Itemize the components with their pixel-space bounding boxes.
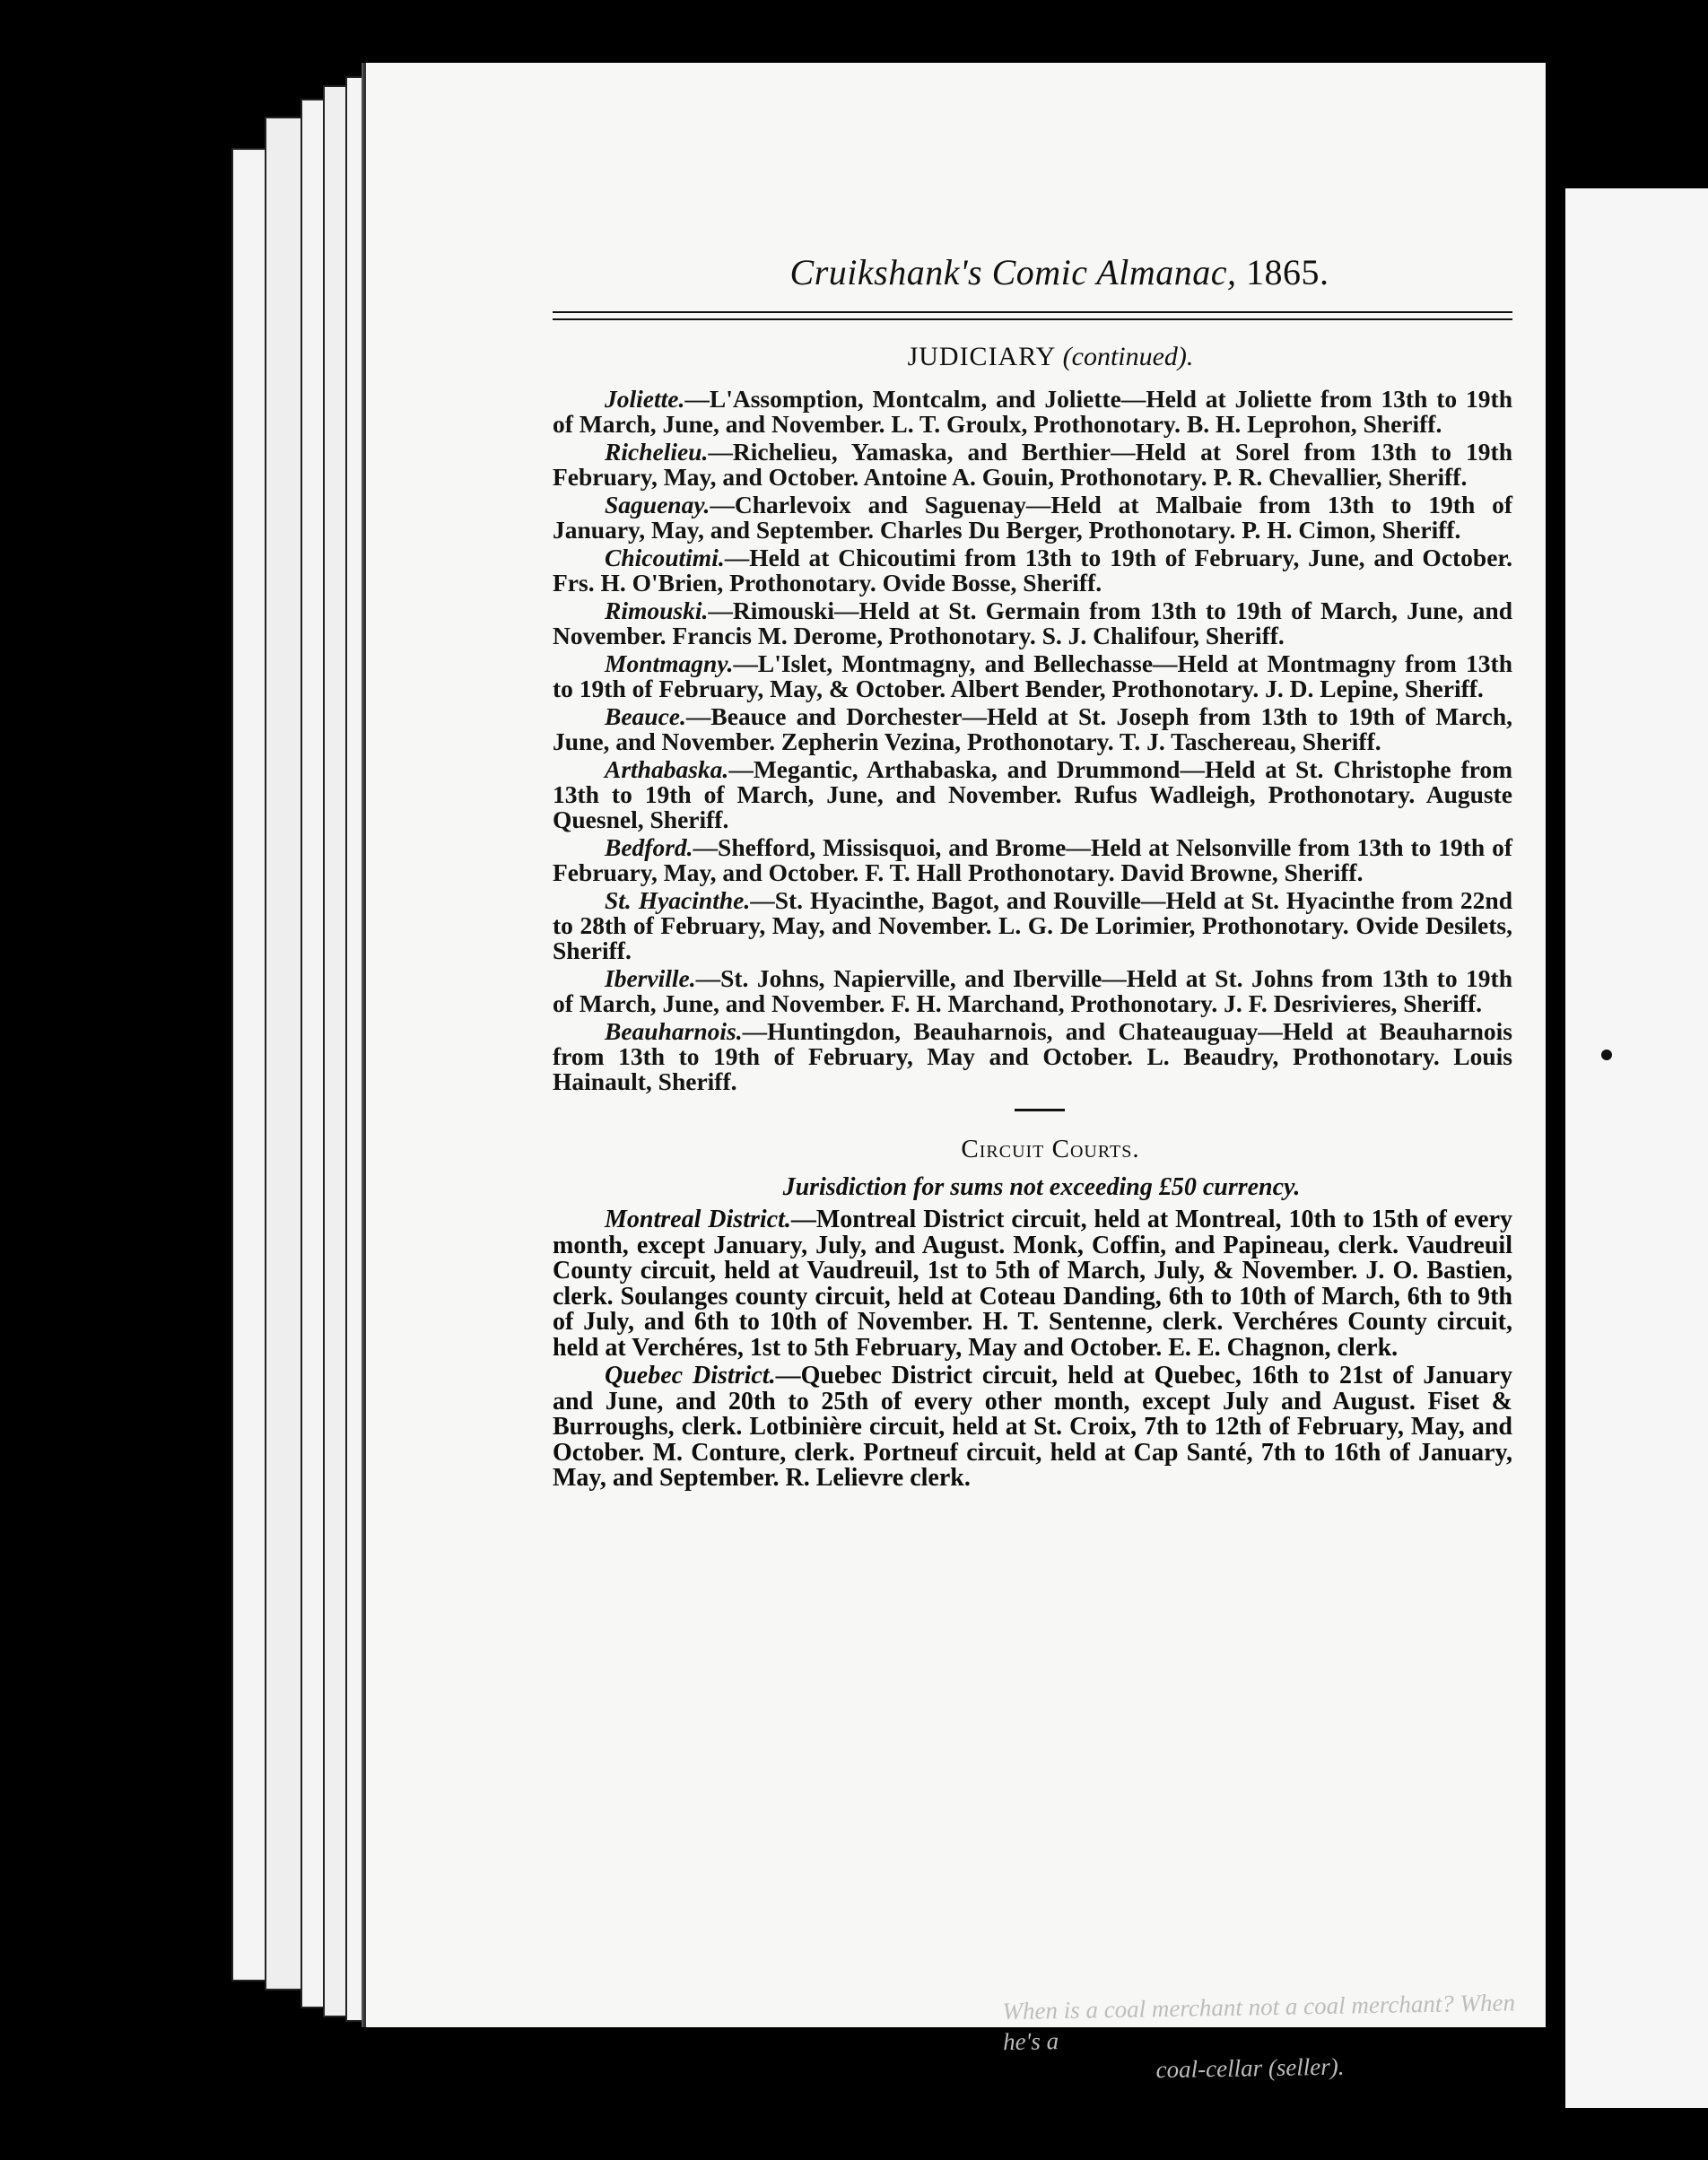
double-rule xyxy=(553,311,1512,313)
judiciary-entry: Beauce.—Beauce and Dorchester—Held at St. Joseph from 13th to 19th of March, June, and November. Zepherin Vezina, Prothonotary. T. J. Taschereau, Sheriff. xyxy=(553,702,1512,755)
judiciary-heading: JUDICIARY (continued). xyxy=(907,342,1194,371)
running-head-title: Cruikshank's Comic Almanac, xyxy=(789,252,1237,292)
judiciary-entry: Bedford.—Shefford, Missisquoi, and Brome—Held at Nelsonville from 13th to 19th of February, May, and October. F. T. Hall Prothonotary. David Browne, Sheriff. xyxy=(553,833,1512,886)
facing-page xyxy=(1565,188,1708,2108)
judiciary-entry: Rimouski.—Rimouski—Held at St. Germain from 13th to 19th of March, June, and November. Francis M. Derome, Prothonotary. S. J. Chalifour, Sheriff. xyxy=(553,597,1512,649)
circuit-courts-heading: Circuit Courts. xyxy=(961,1135,1140,1163)
almanac-page xyxy=(363,63,1546,2084)
section-divider xyxy=(1015,1109,1065,1111)
circuit-courts-subheading: Jurisdiction for sums not exceeding £50 currency. xyxy=(782,1173,1301,1201)
running-head xyxy=(606,251,1512,293)
judiciary-entry: Richelieu.—Richelieu, Yamaska, and Berthier—Held at Sorel from 13th to 19th February, May, and October. Antoine A. Gouin, Prothonotary. P. R. Chevallier, Sheriff. xyxy=(553,438,1512,491)
judiciary-entry: Iberville.—St. Johns, Napierville, and Iberville—Held at St. Johns from 13th to 19th of March, June, and November. F. H. Marchand, Prothonotary. J. F. Desrivieres, Sheriff. xyxy=(553,964,1512,1017)
judiciary-entry: Chicoutimi.—Held at Chicoutimi from 13th to 19th of February, June, and October. Frs. H. O'Brien, Prothonotary. Ovide Bosse, Sheriff. xyxy=(553,544,1512,597)
circuit-courts-section xyxy=(553,1135,1512,1492)
judiciary-entry: Montmagny.—L'Islet, Montmagny, and Bellechasse—Held at Montmagny from 13th to 19th of February, May, & October. Albert Bender, Prothonotary. J. D. Lepine, Sheriff. xyxy=(553,649,1512,702)
judiciary-entry: Joliette.—L'Assomption, Montcalm, and Joliette—Held at Joliette from 13th to 19th of March, June, and November. L. T. Groulx, Prothonotary. B. H. Leprohon, Sheriff. xyxy=(553,385,1512,438)
page-content xyxy=(553,251,1512,1494)
circuit-entry: Quebec District.—Quebec District circuit, held at Quebec, 16th to 21st of January and June, and 20th to 25th of every other month, except July and August. Fiset & Burroughs, clerk. Lotbinière circuit, held at St. Croix, 7th to 12th of February, May, and October. M. Conture, clerk. Portneuf circuit, held at Cap Santé, 7th to 16th of January, May, and September. R. Lelievre clerk. xyxy=(553,1362,1512,1492)
judiciary-entry: Saguenay.—Charlevoix and Saguenay—Held at Malbaie from 13th to 19th of January, May, and September. Charles Du Berger, Prothonotary. P. H. Cimon, Sheriff. xyxy=(553,491,1512,544)
judiciary-entries xyxy=(553,387,1512,1094)
judiciary-entry: St. Hyacinthe.—St. Hyacinthe, Bagot, and Rouville—Held at St. Hyacinthe from 22nd to 28th of February, May, and November. L. G. De Lorimier, Prothonotary. Ovide Desilets, Sheriff. xyxy=(553,886,1513,964)
running-head-year: 1865. xyxy=(1245,252,1329,292)
judiciary-entry: Arthabaska.—Megantic, Arthabaska, and Drummond—Held at St. Christophe from 13th to 19th of March, June, and November. Rufus Wadleigh, Prothonotary. Auguste Quesnel, Sheriff. xyxy=(553,755,1512,833)
show-through-text: When is a coal merchant not a coal merchant? When he's a coal-cellar (seller). xyxy=(1002,1989,1516,2084)
ink-spot xyxy=(1601,1050,1612,1060)
circuit-entry: Montreal District.—Montreal District circuit, held at Montreal, 10th to 15th of every month, except January, July, and August. Monk, Coffin, and Papineau, clerk. Vaudreuil County circuit, held at Vaudreuil, 1st to 5th of March, July, & November. J. O. Bastien, clerk. Soulanges county circuit, held at Coteau Danding, 6th to 10th of March, 6th to 9th of July, and 6th to 10th of November. H. T. Sentenne, clerk. Verchéres County circuit, held at Verchéres, 1st to 5th February, May and October. E. E. Chagnon, clerk. xyxy=(553,1206,1512,1362)
judiciary-entry: Beauharnois.—Huntingdon, Beauharnois, and Chateauguay—Held at Beauharnois from 13th to 19th of February, May and October. L. Beaudry, Prothonotary. Louis Hainault, Sheriff. xyxy=(553,1017,1512,1095)
